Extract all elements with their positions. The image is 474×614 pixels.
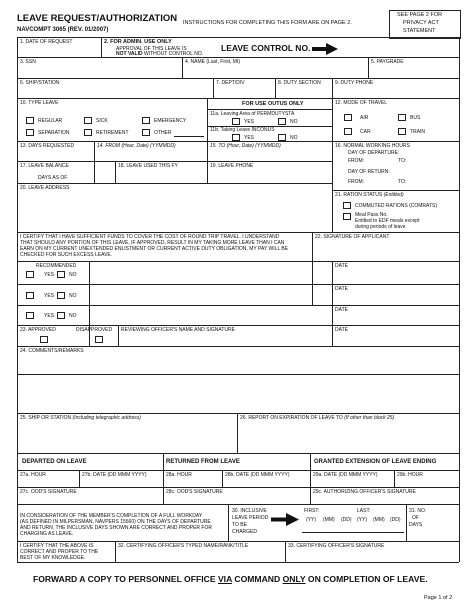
other-label: OTHER xyxy=(154,130,172,136)
return-to-label: TO: xyxy=(398,179,407,185)
entitled-note-2: during periods of leave xyxy=(355,224,406,230)
privacy-line-2: PRIVACY ACT xyxy=(403,20,439,26)
date-of-request-label: 1. DATE OF REQUEST xyxy=(20,39,73,45)
day-return-label: DAY OF RETURN: xyxy=(348,169,390,175)
bus-checkbox[interactable] xyxy=(398,114,406,121)
certify-line-1: I CERTIFY THAT I HAVE SUFFICIENT FUNDS TO COVER THE COST OF ROUND TRIP TRAVEL. I UNDERSTAND xyxy=(20,234,280,240)
returned-hour-label: 28a. HOUR xyxy=(166,472,192,478)
entitled-note-1: Entitled to EDF meals except xyxy=(355,218,420,224)
inclusive-line-1: 30. INCLUSIVE xyxy=(232,508,267,514)
q11b-yes-label: YES xyxy=(244,135,255,141)
separation-checkbox[interactable] xyxy=(26,129,34,136)
mode-of-travel-label: 12. MODE OF TRAVEL xyxy=(335,100,388,106)
dept-div-label: 7. DEPT/DIV xyxy=(216,80,245,86)
ship-address-label: 25. SHIP OR STATION (Including telegraphic address) xyxy=(20,415,141,421)
retirement-label: RETIREMENT xyxy=(96,130,129,136)
q11a-label: 11a. Leaving Area of PERMDUTYSTA xyxy=(210,111,295,117)
duty-phone-label: 9. DUTY PHONE xyxy=(335,80,374,86)
departed-ood-label: 27c. OOD'S SIGNATURE xyxy=(20,489,77,495)
q11a-yes-checkbox[interactable] xyxy=(232,118,240,125)
paygrade-label: 5. PAYGRADE xyxy=(371,59,404,65)
rec3-date-label: DATE xyxy=(335,307,348,313)
leave-phone-label: 19. LEAVE PHONE xyxy=(210,163,254,169)
certify-line-3: EARN ON MY CURRENT UNEXTENDED ENLISTMENT OR CURRENT ACTIVE DUTY OBLIGATION, MY PAY WILL BE xyxy=(20,246,289,252)
approved-label: 23. APPROVED xyxy=(20,327,56,333)
car-label: CAR xyxy=(360,129,371,135)
sick-label: SICK xyxy=(96,118,108,124)
rec3-yes-label: YES xyxy=(44,313,55,319)
extension-date-label: 29a. DATE (DD MMM YYYY) xyxy=(313,472,378,478)
normal-hours-label: 16. NORMAL WORKING HOURS xyxy=(335,143,410,149)
completion-line-2: (AS DEFINED IN MILPERSMAN, NAVPERS 15560) ON THE DAYS OF DEPARTURE xyxy=(20,519,211,525)
rec2-no-checkbox[interactable] xyxy=(57,292,65,299)
rec3-no-label: NO xyxy=(69,313,77,319)
type-leave-label: 10. TYPE LEAVE xyxy=(20,100,59,106)
completion-line-4: CHARGING AS LEAVE. xyxy=(20,531,74,537)
leave-control-number-label: LEAVE CONTROL NO. xyxy=(221,43,311,53)
final-certify-line-1: I CERTIFY THAT THE ABOVE IS xyxy=(20,543,94,549)
leave-used-label: 18. LEAVE USED THIS FY xyxy=(118,163,178,169)
no-days-line-2: OF xyxy=(412,515,419,521)
final-certify-line-3: BEST OF MY KNOWLEDGE. xyxy=(20,555,86,561)
applicant-signature-label: 22. SIGNATURE OF APPLICANT xyxy=(315,234,390,240)
retirement-checkbox[interactable] xyxy=(84,129,92,136)
return-from-label: FROM: xyxy=(348,179,365,185)
inclusive-line-2: LEAVE PERIOD xyxy=(232,515,269,521)
form-number: NAVCOMPT 3065 (REV. 01/2007) xyxy=(17,27,109,33)
rec1-yes-checkbox[interactable] xyxy=(26,271,34,278)
commuted-rations-label: COMMUTED RATIONS (COMRATS) xyxy=(355,203,438,209)
last-label: LAST: xyxy=(357,508,371,514)
last-dd-label: (DD) xyxy=(390,517,401,523)
bus-label: BUS xyxy=(410,115,421,121)
returned-date-label: 28b. DATE (DD MMM YYYY) xyxy=(225,472,290,478)
commuted-rations-checkbox[interactable] xyxy=(343,202,351,209)
admin-use-label: 2. FOR ADMIN. USE ONLY xyxy=(104,39,172,45)
privacy-line-3: STATEMENT xyxy=(403,28,436,34)
first-dd-label: (DD) xyxy=(341,517,352,523)
last-mm-label: (MM) xyxy=(373,517,385,523)
certify-line-2: THAT SHOULD ANY PORTION OF THIS LEAVE, IF APPROVED, RESULT IN MY TAKING MORE LEAVE THAN I CAN xyxy=(20,240,285,246)
leave-balance-label: 17. LEAVE BALANCE xyxy=(20,163,69,169)
q11b-no-checkbox[interactable] xyxy=(278,134,286,141)
q11b-label: 11b. Taking Leave INCONUS xyxy=(210,127,275,133)
departed-hour-label: 27a. HOUR xyxy=(20,472,46,478)
q11b-yes-checkbox[interactable] xyxy=(232,134,240,141)
completion-line-3: AND RETURN, THE INCLUSIVE DAYS SHOWN ARE CORRECT AND PROPER FOR xyxy=(20,525,212,531)
first-mm-label: (MM) xyxy=(323,517,335,523)
no-days-line-3: DAYS xyxy=(409,522,423,528)
separation-label: SEPARATION xyxy=(38,130,70,136)
certify-line-4: CHECKED FOR SUCH EXCESS LEAVE. xyxy=(20,252,113,258)
no-days-line-1: 31. NO. xyxy=(409,508,427,514)
departure-to-label: TO: xyxy=(398,158,407,164)
rec2-yes-checkbox[interactable] xyxy=(26,292,34,299)
days-requested-label: 13. DAYS REQUESTED xyxy=(20,143,75,149)
departed-title: DEPARTED ON LEAVE xyxy=(22,459,87,465)
q11a-no-checkbox[interactable] xyxy=(278,118,286,125)
train-checkbox[interactable] xyxy=(398,128,406,135)
certifying-officer-name-label: 32. CERTIFYING OFFICER'S TYPED NAME/RANK/TITLE xyxy=(118,543,249,549)
approved-checkbox[interactable] xyxy=(40,336,48,343)
q11b-no-label: NO xyxy=(290,135,298,141)
ration-status-label: 21. RATION STATUS (Entitled) xyxy=(335,192,404,198)
disapproved-label: DISAPPROVED xyxy=(76,327,113,333)
inclusive-line-3: TO BE xyxy=(232,522,247,528)
air-label: AIR xyxy=(360,115,369,121)
reviewing-date-label: DATE xyxy=(335,327,348,333)
disapproved-checkbox[interactable] xyxy=(95,336,103,343)
duty-section-label: 8. DUTY SECTION xyxy=(278,80,321,86)
q11a-no-label: NO xyxy=(290,119,298,125)
rec2-no-label: NO xyxy=(69,293,77,299)
returned-ood-label: 28c. OOD'S SIGNATURE xyxy=(166,489,223,495)
departure-from-label: FROM: xyxy=(348,158,365,164)
rec1-no-checkbox[interactable] xyxy=(57,271,65,278)
approval-line-1: APPROVAL OF THIS LEAVE IS xyxy=(116,46,187,52)
car-checkbox[interactable] xyxy=(344,128,352,135)
train-label: TRAIN xyxy=(410,129,425,135)
final-certify-line-2: CORRECT AND PROPER TO THE xyxy=(20,549,99,555)
extension-hour-label: 29b. HOUR xyxy=(397,472,423,478)
rec3-no-checkbox[interactable] xyxy=(57,312,65,319)
certifying-officer-signature-label: 33. CERTIFYING OFFICER'S SIGNATURE xyxy=(288,543,385,549)
emergency-checkbox[interactable] xyxy=(142,117,150,124)
q11a-yes-label: YES xyxy=(244,119,255,125)
meal-pass-checkbox[interactable] xyxy=(343,213,351,220)
departed-date-label: 27b. DATE (DD MMM YYYY) xyxy=(82,472,147,478)
rec1-yes-label: YES xyxy=(44,272,55,278)
sick-checkbox[interactable] xyxy=(84,117,92,124)
rec2-yes-label: YES xyxy=(44,293,55,299)
rec1-date-label: DATE xyxy=(335,263,348,269)
rec3-yes-checkbox[interactable] xyxy=(26,312,34,319)
ship-station-label: 6. SHIP/STATION xyxy=(20,80,60,86)
emergency-label: EMERGENCY xyxy=(154,118,187,124)
days-as-of-label: DAYS AS OF xyxy=(38,175,68,181)
reviewing-officer-label: REVIEWING OFFICER'S NAME AND SIGNATURE xyxy=(121,327,235,333)
rec1-no-label: NO xyxy=(69,272,77,278)
recommended-label: RECOMMENDED xyxy=(36,263,77,269)
comments-label: 24. COMMENTS/REMARKS xyxy=(20,348,84,354)
name-label: 4. NAME (Last, First, MI) xyxy=(185,59,241,65)
arrow-right-icon xyxy=(271,513,299,531)
outus-title: FOR USE OUTUS ONLY xyxy=(242,101,304,107)
air-checkbox[interactable] xyxy=(344,114,352,121)
ssn-label: 3. SSN xyxy=(20,59,36,65)
report-to-label: 26. REPORT ON EXPIRATION OF LEAVE TO (If other than block 25) xyxy=(240,415,395,421)
from-date-label: 14. FROM (Hour, Date) (YYMMDD) xyxy=(97,143,176,149)
meal-pass-label: Meal Pass No. xyxy=(355,212,388,218)
inclusive-line-4: CHARGED xyxy=(232,529,258,535)
privacy-line-1: SEE PAGE 2 FOR xyxy=(397,12,443,18)
forward-instruction: FORWARD A COPY TO PERSONNEL OFFICE VIA COMMAND ONLY ON COMPLETION OF LEAVE. xyxy=(33,574,428,584)
page-number: Page 1 of 2 xyxy=(424,595,453,601)
first-yy-label: (YY) xyxy=(306,517,316,523)
rec2-date-label: DATE xyxy=(335,286,348,292)
extension-officer-label: 29c. AUTHORIZING OFFICER'S SIGNATURE xyxy=(313,489,416,495)
extension-title: GRANTED EXTENSION OF LEAVE ENDING xyxy=(314,459,437,465)
regular-label: REGULAR xyxy=(38,118,63,124)
first-label: FIRST: xyxy=(304,508,320,514)
completion-line-1: IN CONSIDERATION OF THE MEMBER'S COMPLETION OF A FULL WORKDAY xyxy=(20,513,203,519)
returned-title: RETURNED FROM LEAVE xyxy=(166,459,240,465)
last-yy-label: (YY) xyxy=(357,517,367,523)
approval-line-2: NOT VALID WITHOUT CONTROL NO. xyxy=(116,51,204,57)
arrow-right-icon xyxy=(312,42,338,60)
other-checkbox[interactable] xyxy=(142,129,150,136)
regular-checkbox[interactable] xyxy=(26,117,34,124)
instructions-note: INSTRUCTIONS FOR COMPLETING THIS FORM ARE ON PAGE 2. xyxy=(183,20,352,26)
form-title: LEAVE REQUEST/AUTHORIZATION xyxy=(17,13,178,24)
to-date-label: 15. TO (Hour, Date) (YYMMDD) xyxy=(210,143,281,149)
leave-address-label: 20. LEAVE ADDRESS xyxy=(20,185,70,191)
day-departure-label: DAY OF DEPARTURE: xyxy=(348,150,400,156)
